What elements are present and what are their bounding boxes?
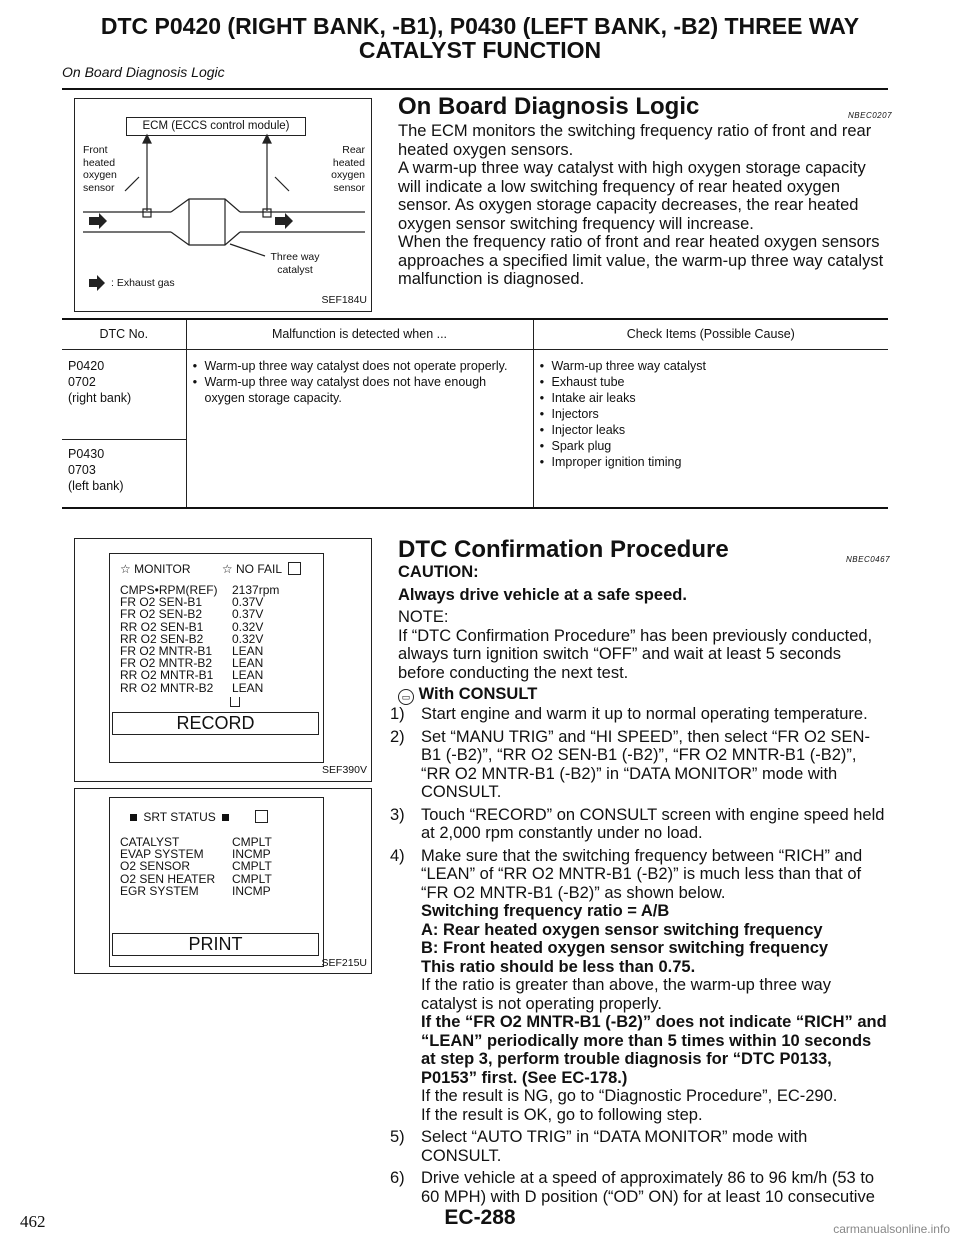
malfunction-cell xyxy=(186,350,533,508)
srt-screen xyxy=(109,797,324,967)
table-row xyxy=(62,350,888,440)
square-bullet-icon xyxy=(130,814,137,821)
dtc-confirmation-body xyxy=(398,563,888,707)
consult-heading xyxy=(398,685,888,705)
ratio-fail-note: If the ratio is greater than above, the warm-up three way catalyst is not operating properly. xyxy=(421,976,831,1013)
list-item: RR O2 SEN-B1 0.32V xyxy=(120,619,264,634)
breadcrumb: On Board Diagnosis Logic xyxy=(62,64,225,80)
figure-data-monitor xyxy=(74,538,372,782)
list-item: RR O2 MNTR-B1 LEAN xyxy=(120,668,264,683)
table-bottom-rule xyxy=(62,507,888,509)
srt-status-label: SRT STATUS xyxy=(143,810,216,824)
check-item: ● Intake air leaks xyxy=(540,390,883,406)
procedure-step: 3) Touch “RECORD” on CONSULT screen with engine speed held at 2,000 rpm constantly under no load. xyxy=(390,805,885,842)
obd-logic-paragraph: When the frequency ratio of front and rear heated oxygen sensors approaches a specified limit value, the warm-up three way catalyst malfunction is diagnosed. xyxy=(398,233,884,288)
record-button[interactable]: RECORD xyxy=(112,712,319,735)
dtc-cell-right-bank: P0420 0702 (right bank) xyxy=(62,350,186,440)
srt-header xyxy=(130,810,320,823)
procedure-step: 1) Start engine and warm it up to normal operating temperature. xyxy=(390,705,868,723)
list-item: FR O2 MNTR-B1 LEAN xyxy=(120,644,264,659)
checkbox xyxy=(255,810,268,823)
malfunction-item: ● Warm-up three way catalyst does not have enough oxygen storage capacity. xyxy=(193,374,527,406)
square-bullet-icon xyxy=(222,814,229,821)
malfunction-item: ● Warm-up three way catalyst does not operate properly. xyxy=(193,358,527,374)
figure2-code: SEF390V xyxy=(322,764,367,776)
list-item: FR O2 MNTR-B2 LEAN xyxy=(120,656,264,671)
section-page: EC-288 xyxy=(444,1206,516,1229)
exhaust-gas-legend: : Exhaust gas xyxy=(111,277,175,289)
print-button[interactable]: PRINT xyxy=(112,933,319,956)
procedure-step: 4) Make sure that the switching frequency between “RICH” and “LEAN” of “RR O2 MNTR-B1 (-B2)” is much less than that of “FR O2 MNTR-B1 (-B2)” as shown below. Switching frequency ratio = A/B A: Rear heated oxygen sensor switching frequency B: Front heated oxygen sensor switching frequency This ratio should be less than 0.75. If the ratio is greater than above, the warm-up three way catalyst is not operating properly. If the “FR O2 MNTR-B1 (-B2)” does not indicate “RICH” and “LEAN” periodically more than 5 times within 10 seconds at step 3, perform trouble diagnosis for “DTC P0133, P0153” first. (See EC-178.) If the result is NG, go to “Diagnostic Procedure”, EC-290. If the result is OK, go to following step. xyxy=(390,847,890,1125)
list-item: FR O2 SEN-B2 0.37V xyxy=(120,607,264,622)
list-item: EVAP SYSTEM INCMP xyxy=(120,847,271,862)
check-item: ● Warm-up three way catalyst xyxy=(540,358,883,374)
dtc-confirmation-ref: NBEC0467 xyxy=(846,555,891,564)
check-item: ● Exhaust tube xyxy=(540,374,883,390)
procedure-step: 2) Set “MANU TRIG” and “HI SPEED”, then select “FR O2 SEN-B1 (-B2)”, “RR O2 SEN-B1 (-B2)”, “FR O2 MNTR-B1 (-B2)”, “RR O2 MNTR-B1 (-B2)” in “DATA MONITOR” mode with CONSULT. xyxy=(390,727,870,801)
figure-srt-status xyxy=(74,788,372,974)
obd-logic-heading: On Board Diagnosis Logic xyxy=(398,93,700,120)
list-item: CATALYST CMPLT xyxy=(120,835,272,849)
note-label: NOTE: xyxy=(398,608,449,626)
figure1-code: SEF184U xyxy=(321,294,367,306)
rear-sensor-label: Rear heated oxygen sensor xyxy=(331,144,365,194)
formula-b: B: Front heated oxygen sensor switching frequency xyxy=(421,939,829,957)
obd-logic-body xyxy=(398,122,888,289)
dtc-table xyxy=(62,320,888,507)
formula: Switching frequency ratio = A/B xyxy=(421,902,670,920)
list-item: RR O2 MNTR-B2 LEAN xyxy=(120,680,264,695)
procedure-step: 5) Select “AUTO TRIG” in “DATA MONITOR” mode with CONSULT. xyxy=(390,1128,808,1165)
check-item: ● Injectors xyxy=(540,406,883,422)
consult-screen xyxy=(109,553,324,763)
consult-icon: ▭ xyxy=(398,689,414,705)
dtc-cell-left-bank: P0430 0703 (left bank) xyxy=(62,440,186,508)
front-sensor-label: Front heated oxygen sensor xyxy=(83,144,117,194)
page-title-line1: DTC P0420 (RIGHT BANK, -B1), P0430 (LEFT BANK, -B2) THREE WAY xyxy=(100,13,860,39)
monitor-header xyxy=(120,562,318,575)
list-item: CMPS•RPM(REF) 2137rpm xyxy=(120,583,280,597)
procedure-step: 6) Drive vehicle at a speed of approximately 86 to 96 km/h (53 to 60 MPH) with D position (“OD” ON) for at least 10 consecutive xyxy=(390,1169,875,1206)
check-item: ● Improper ignition timing xyxy=(540,454,883,470)
checkbox xyxy=(288,562,301,575)
no-fail-label: NO FAIL xyxy=(236,562,282,576)
procedure-steps xyxy=(390,705,890,1210)
list-item: O2 SEN HEATER CMPLT xyxy=(120,871,272,886)
obd-logic-paragraph: A warm-up three way catalyst with high oxygen storage capacity will indicate a low switching frequency of rear heated oxygen sensor. As oxygen storage capacity decreases, the rear heated oxygen sensor switching frequency will increase. xyxy=(398,159,866,233)
result-ok: If the result is OK, go to following step. xyxy=(421,1105,703,1124)
srt-rows xyxy=(120,836,316,897)
dtc-table-wrap xyxy=(62,318,888,509)
note-text: If “DTC Confirmation Procedure” has been previously conducted, always turn ignition switch “OFF” and wait at least 5 seconds before conducting the next test. xyxy=(398,626,873,682)
caution-label: CAUTION: xyxy=(398,563,479,581)
page-title xyxy=(0,14,960,62)
monitor-note: If the “FR O2 MNTR-B1 (-B2)” does not indicate “RICH” and “LEAN” periodically more than 5 times within 10 seconds at step 3, perform trouble diagnosis for “DTC P0133, P0153” first. (See EC-178.) xyxy=(421,1013,887,1087)
monitor-label: MONITOR xyxy=(134,562,191,576)
check-item: ● Spark plug xyxy=(540,438,883,454)
star-icon: ☆ xyxy=(120,562,131,576)
result-ng: If the result is NG, go to “Diagnostic Procedure”, EC-290. xyxy=(421,1087,838,1105)
ecm-box: ECM (ECCS control module) xyxy=(126,117,306,136)
formula-a: A: Rear heated oxygen sensor switching frequency xyxy=(421,920,823,939)
page-number: 462 xyxy=(20,1212,46,1231)
obd-logic-ref: NBEC0207 xyxy=(848,111,893,120)
ratio-limit: This ratio should be less than 0.75. xyxy=(421,957,696,976)
monitor-rows xyxy=(120,584,316,694)
consult-label: With CONSULT xyxy=(418,685,538,703)
list-item: EGR SYSTEM INCMP xyxy=(120,883,271,898)
top-divider xyxy=(62,88,888,90)
check-item: ● Injector leaks xyxy=(540,422,883,438)
caution-text: Always drive vehicle at a safe speed. xyxy=(398,585,687,604)
dtc-confirmation-heading: DTC Confirmation Procedure xyxy=(398,536,729,563)
figure3-code: SEF215U xyxy=(321,957,367,969)
col-header-dtc: DTC No. xyxy=(62,320,186,350)
page-title-line2: CATALYST FUNCTION xyxy=(358,37,602,63)
col-header-check-items: Check Items (Possible Cause) xyxy=(533,320,888,350)
obd-logic-paragraph: The ECM monitors the switching frequency ratio of front and rear heated oxygen sensors. xyxy=(398,122,872,159)
scroll-indicator-icon xyxy=(230,697,240,707)
watermark: carmanualsonline.info xyxy=(833,1222,950,1236)
star-icon: ☆ xyxy=(221,562,233,576)
check-items-cell xyxy=(533,350,888,508)
table-header-row xyxy=(62,320,888,350)
list-item: RR O2 SEN-B2 0.32V xyxy=(120,631,264,646)
col-header-malfunction: Malfunction is detected when ... xyxy=(186,320,533,350)
figure-schematic xyxy=(74,98,372,312)
list-item: FR O2 SEN-B1 0.37V xyxy=(120,595,264,610)
catalyst-label: Three way catalyst xyxy=(270,251,320,276)
list-item: O2 SENSOR CMPLT xyxy=(120,859,272,874)
